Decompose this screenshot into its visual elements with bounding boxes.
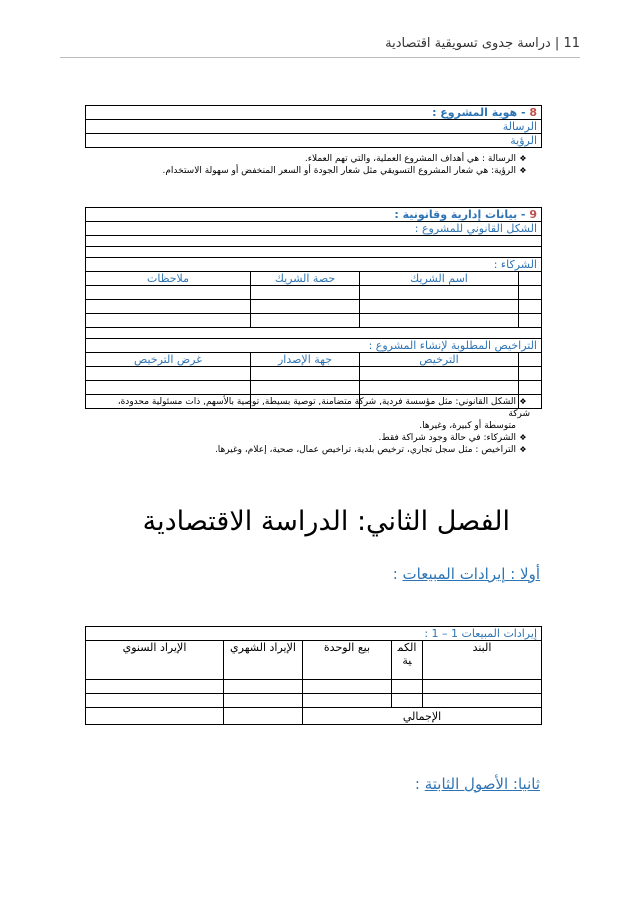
fixed-assets-heading <box>300 775 540 793</box>
notes-admin <box>100 396 530 456</box>
header-divider <box>60 57 580 58</box>
table-row <box>86 300 542 314</box>
mission-label: الرسالة <box>502 120 537 133</box>
license-purpose-header: غرض الترخيص <box>86 353 251 367</box>
note-item: ❖الرسالة : هي أهداف المشروع العملية، والتي تهم العملاء. <box>100 153 530 165</box>
unit-price-header: بيع الوحدة <box>303 641 392 680</box>
table-row <box>86 680 542 694</box>
table-cell <box>519 353 542 367</box>
partner-share-header: حصة الشريك <box>251 272 360 286</box>
blank-row <box>86 247 542 258</box>
admin-title-cell <box>86 208 542 222</box>
licenses-label: التراخيص المطلوبة لإنشاء المشروع : <box>368 339 537 352</box>
bullet-icon: ❖ <box>519 445 527 454</box>
mission-cell <box>86 120 542 134</box>
identity-title-number: 8 <box>529 106 537 119</box>
admin-table <box>85 207 542 409</box>
licenses-header-row <box>86 353 542 367</box>
sales-table <box>85 626 542 725</box>
partner-name-header: اسم الشريك <box>360 272 519 286</box>
identity-table <box>85 105 542 148</box>
sales-heading-text: أولا : إيرادات المبيعات <box>402 565 540 583</box>
partners-header-row <box>86 272 542 286</box>
chapter-title: الفصل الثاني: الدراسة الاقتصادية <box>142 506 510 537</box>
note-item: ❖الشكل القانوني: مثل مؤسسة فردية, شركة متضامنة, توصية بسيطة, توصية بالأسهم, ذات مسئولية محدودة، شركة <box>117 397 530 419</box>
admin-title-number: 9 <box>529 208 537 221</box>
vision-label: الرؤية <box>510 134 537 147</box>
note-item: متوسطة أو كبيرة، وغيرها. <box>419 421 516 431</box>
bullet-icon: ❖ <box>519 397 527 406</box>
partners-label: الشركاء : <box>493 258 537 271</box>
item-header: البند <box>423 641 542 680</box>
identity-title-cell <box>86 106 542 120</box>
fixed-assets-heading-suffix: : <box>414 775 425 793</box>
bullet-icon: ❖ <box>519 154 527 163</box>
notes-identity <box>100 153 530 177</box>
note-item: ❖التراخيص : مثل سجل تجاري، ترخيص بلدية، تراخيص عمال، صحية، إعلام، وغيرها. <box>100 444 530 456</box>
fixed-assets-heading-text: ثانيا: الأصول الثابتة <box>424 775 540 793</box>
licenses-cell <box>86 339 542 353</box>
monthly-revenue-header: الإيراد الشهري <box>224 641 303 680</box>
page-header <box>60 36 580 58</box>
table-row <box>86 381 542 395</box>
sales-heading-suffix: : <box>392 565 403 583</box>
table-row <box>86 367 542 381</box>
legal-form-cell <box>86 222 542 236</box>
vision-cell <box>86 134 542 148</box>
bullet-icon: ❖ <box>519 433 527 442</box>
sales-table-title: إيرادات المبيعات 1 – 1 : <box>424 627 537 640</box>
sales-header-row <box>86 641 542 680</box>
table-row <box>86 314 542 328</box>
partners-cell <box>86 258 542 272</box>
identity-title: - هوية المشروع : <box>432 106 530 119</box>
admin-title: - بيانات إدارية وقانونية : <box>394 208 530 221</box>
legal-form-label: الشكل القانوني للمشروع : <box>414 222 537 235</box>
issuer-header: جهة الإصدار <box>251 353 360 367</box>
sales-heading <box>300 565 540 583</box>
blank-row <box>86 328 542 339</box>
table-cell <box>519 272 542 286</box>
quantity-header: الكمية <box>392 641 423 680</box>
partner-notes-header: ملاحظات <box>86 272 251 286</box>
bullet-icon: ❖ <box>519 166 527 175</box>
total-row <box>86 708 542 725</box>
annual-revenue-header: الإيراد السنوي <box>86 641 224 680</box>
sales-table-title-cell <box>86 627 542 641</box>
total-label: الإجمالي <box>303 708 542 725</box>
note-item: ❖الرؤية: هي شعار المشروع التسويقي مثل شعار الجودة أو السعر المنخفض أو سهولة الاستخدام. <box>100 165 530 177</box>
table-row <box>86 694 542 708</box>
license-header: الترخيص <box>360 353 519 367</box>
header-text: 11 | دراسة جدوى تسويقية اقتصادية <box>385 36 580 51</box>
note-item: ❖الشركاء: في حالة وجود شراكة فقط. <box>100 432 530 444</box>
table-row <box>86 286 542 300</box>
blank-row <box>86 236 542 247</box>
